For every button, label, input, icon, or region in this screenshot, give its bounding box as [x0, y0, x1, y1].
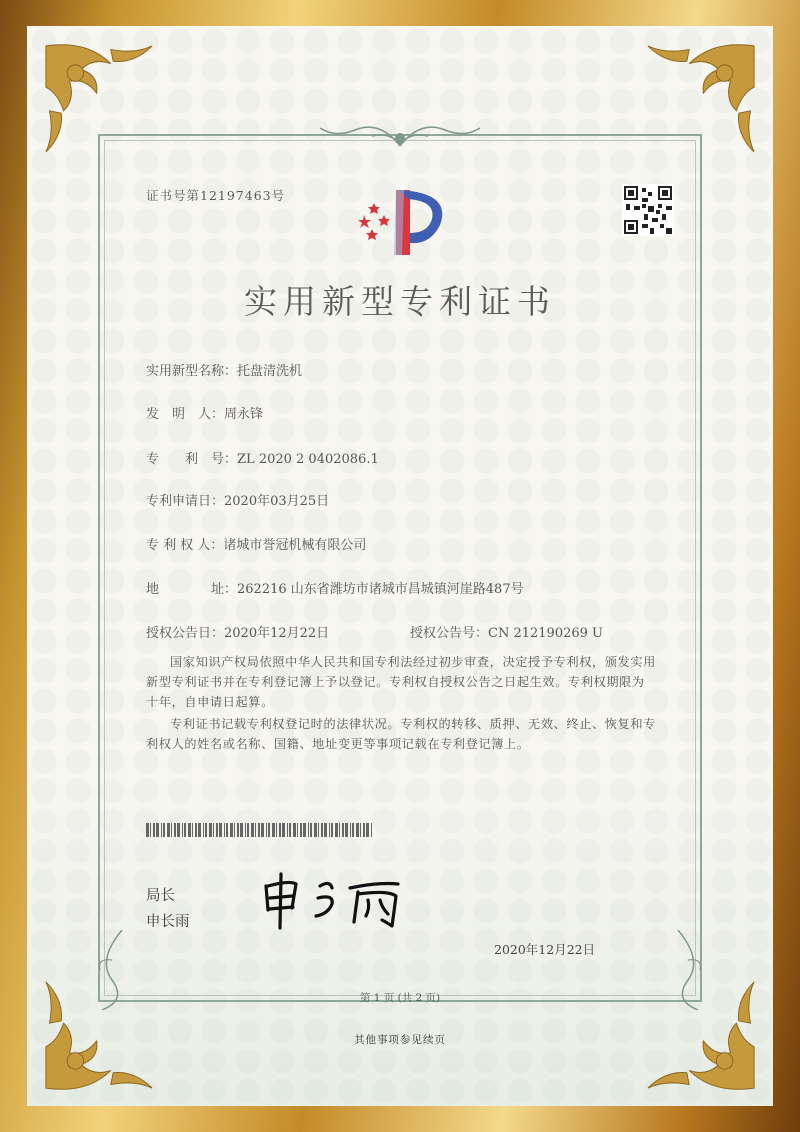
field-label: 专利申请日： — [146, 494, 225, 509]
field-grant-number — [410, 622, 603, 641]
field-inventor — [146, 403, 263, 422]
field-label: 实用新型名称： — [146, 364, 238, 379]
border-inner — [104, 140, 696, 996]
field-value: 周永锋 — [224, 407, 264, 422]
signature-name: 申长雨 — [146, 914, 190, 930]
certificate-title: 实用新型专利证书 — [244, 282, 556, 321]
crest-ornament-icon — [300, 116, 500, 152]
field-value: 2020年12月22日 — [224, 626, 330, 641]
field-value: 2020年03月25日 — [224, 494, 330, 509]
field-application-date — [146, 490, 329, 509]
field-label: 授权公告日： — [146, 626, 225, 641]
field-patentee — [146, 534, 366, 553]
field-value: CN 212190269 U — [488, 626, 603, 641]
handwritten-signature — [258, 872, 418, 930]
field-address — [146, 578, 524, 597]
field-label: 专 利 号： — [146, 452, 238, 467]
barcode-icon — [146, 823, 374, 837]
field-label: 地 址： — [146, 582, 238, 597]
qr-code-icon — [622, 184, 674, 236]
field-value: 262216 山东省潍坊市诸城市昌城镇河崖路487号 — [237, 582, 524, 597]
paragraph-grant-statement: 国家知识产权局依照中华人民共和国专利法经过初步审查，决定授予专利权，颁发实用新型专利证书并在专利登记簿上予以登记。专利权自授权公告之日起生效。专利权期限为十年，自申请日起算。 — [146, 655, 656, 709]
certificate-number: 证书号第12197463号 — [146, 188, 286, 203]
field-label: 专 利 权 人： — [146, 538, 224, 553]
issue-date: 2020年12月22日 — [494, 942, 596, 957]
field-patent-number — [146, 448, 379, 467]
field-label: 发 明 人： — [146, 407, 225, 422]
field-label: 授权公告号： — [410, 626, 489, 641]
field-value: 诸城市誉冠机械有限公司 — [223, 538, 367, 553]
footer-note: 其他事项参见续页 — [354, 1034, 446, 1046]
paragraph-legal-status: 专利证书记载专利权登记时的法律状况。专利权的转移、质押、无效、终止、恢复和专利权人的姓名或名称、国籍、地址变更等事项记载在专利登记簿上。 — [146, 717, 656, 751]
field-value: ZL 2020 2 0402086.1 — [237, 452, 379, 467]
signature-title: 局长 — [146, 888, 175, 904]
patent-logo-icon — [352, 185, 452, 257]
field-grant-date — [146, 622, 329, 641]
field-value: 托盘清洗机 — [237, 364, 303, 379]
field-utility-name — [146, 360, 302, 379]
page-info: 第 1 页 (共 2 页) — [359, 992, 441, 1004]
